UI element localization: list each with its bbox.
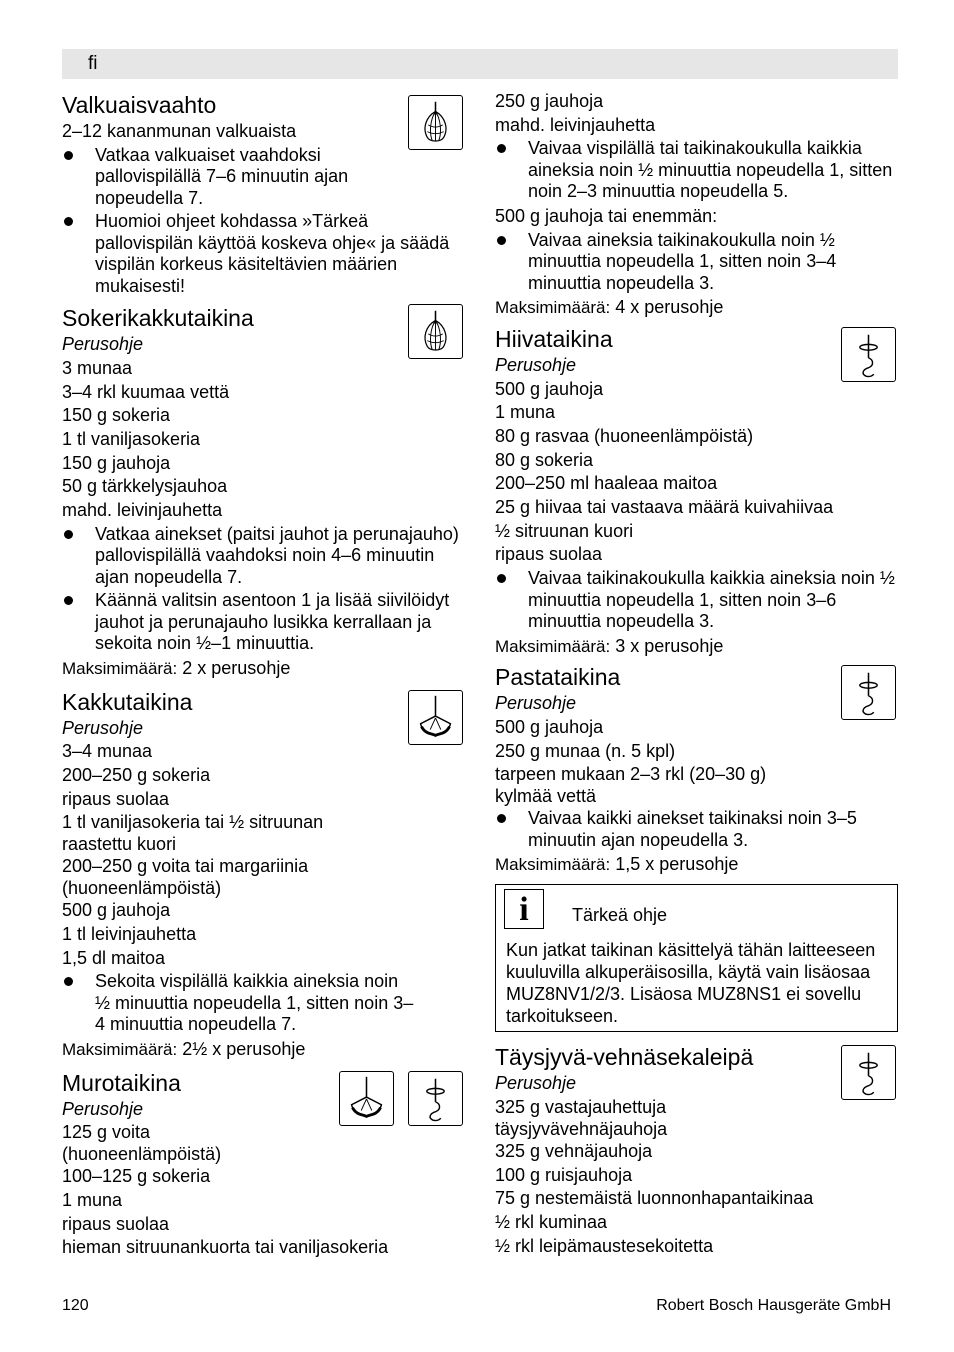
ingredient: 3–4 munaa xyxy=(62,741,153,762)
recipe-murotaikina xyxy=(62,1068,464,1261)
ingredient: 1,5 dl maitoa xyxy=(62,947,166,968)
ingredient: mahd. leivinjauhetta xyxy=(495,114,656,135)
ingredient: 200–250 g voita tai margariinia (huoneenlämpöistä) xyxy=(62,856,309,899)
right-column xyxy=(495,90,898,1258)
ingredient: 1 tl vaniljasokeria xyxy=(62,429,201,450)
ingredient: 250 g jauhoja xyxy=(495,91,604,111)
note-title: Tärkeä ohje xyxy=(572,905,668,926)
max-amount: Maksimimäärä: 4 x perusohje xyxy=(495,297,724,318)
recipe-kakkutaikina xyxy=(62,687,464,1062)
ingredient: 3 munaa xyxy=(62,357,133,378)
recipe-subtitle: Perusohje xyxy=(62,334,144,355)
ingredient: ripaus suolaa xyxy=(62,788,170,809)
left-column xyxy=(62,90,464,1260)
ingredient: ½ rkl kuminaa xyxy=(495,1211,608,1232)
kneading-hook-icon xyxy=(841,665,896,720)
recipe-title: Hiivataikina xyxy=(495,325,613,352)
recipe-hiivataikina xyxy=(495,324,898,659)
page-number: 120 xyxy=(62,1297,89,1314)
max-amount: Maksimimäärä: 2 x perusohje xyxy=(62,657,291,678)
ingredient: 500 g jauhoja xyxy=(495,378,604,399)
step: Huomioi ohjeet kohdassa »Tärkeä pallovispilän käyttöä koskeva ohje« ja säädä vispilän korkeus käsiteltävien määrien mukaisesti! xyxy=(62,211,464,297)
ingredient: 100–125 g sokeria xyxy=(62,1166,211,1187)
ingredient: 500 g jauhoja xyxy=(495,717,604,738)
ingredient: 325 g vehnäjauhoja xyxy=(495,1140,653,1161)
recipe-subtitle: Perusohje xyxy=(62,717,144,738)
whisk-icon xyxy=(408,304,463,359)
kneading-hook-icon xyxy=(841,1045,896,1100)
step: Vaivaa kaikki ainekset taikinaksi noin 3–5 minuutin ajan nopeudella 3. xyxy=(495,808,898,851)
ingredient: 100 g ruisjauhoja xyxy=(495,1164,633,1185)
ingredient: 150 g sokeria xyxy=(62,405,171,426)
step: Sekoita vispilällä kaikkia aineksia noin ½ minuuttia nopeudella 1, sitten noin 3–4 minuuttia nopeudella 7. xyxy=(62,971,464,1036)
max-amount: Maksimimäärä: 2½ x perusohje xyxy=(62,1038,306,1059)
step: Vaivaa taikinakoukulla kaikkia aineksia noin ½ minuuttia nopeudella 1, sitten noin 3–6 minuuttia nopeudella 3. xyxy=(495,568,898,633)
language-bar xyxy=(62,49,898,79)
recipe-title: Pastataikina xyxy=(495,664,621,691)
ingredient: mahd. leivinjauhetta xyxy=(62,500,223,521)
ingredient: ripaus suolaa xyxy=(495,544,603,565)
max-amount: Maksimimäärä: 1,5 x perusohje xyxy=(495,854,739,875)
recipe-title: Sokerikakkutaikina xyxy=(62,305,254,332)
recipe-sokerikakkutaikina xyxy=(62,303,464,680)
ingredient: 50 g tärkkelysjauhoa xyxy=(62,476,228,497)
note-header xyxy=(506,891,887,939)
recipe-subtitle: Perusohje xyxy=(495,354,577,375)
ingredient: 25 g hiivaa tai vastaava määrä kuivahiivaa xyxy=(495,497,834,518)
stirring-beater-icon xyxy=(408,690,463,745)
ingredient: 200–250 ml haaleaa maitoa xyxy=(495,473,718,494)
whisk-icon xyxy=(408,95,463,150)
info-icon: i xyxy=(504,889,544,929)
step: Käännä valitsin asentoon 1 ja lisää siivilöidyt jauhot ja perunajauho lusikka kerrallaan ja sekoita noin ½–1 minuuttia. xyxy=(62,590,464,655)
recipe-title: Kakkutaikina xyxy=(62,688,193,715)
ingredient: 80 g sokeria xyxy=(495,449,594,470)
kneading-hook-icon xyxy=(408,1071,463,1126)
footer-company: Robert Bosch Hausgeräte GmbH xyxy=(656,1297,891,1314)
step: Vatkaa valkuaiset vaahdoksi pallovispilällä 7–6 minuutin ajan nopeudella 7. xyxy=(62,145,464,210)
stirring-beater-icon xyxy=(339,1071,394,1126)
step: Vaivaa vispilällä tai taikinakoukulla kaikkia aineksia noin ½ minuuttia nopeudella 1, sitten noin 2–3 minuuttia nopeudella 5. xyxy=(495,138,898,203)
ingredient: 325 g vastajauhettuja täysjyvävehnäjauhoja xyxy=(495,1096,668,1139)
recipe-subtitle: Perusohje xyxy=(495,1073,577,1094)
ingredient: 80 g rasvaa (huoneenlämpöistä) xyxy=(495,425,754,446)
ingredient: 150 g jauhoja xyxy=(62,452,171,473)
recipe-subtitle: Perusohje xyxy=(495,693,577,714)
ingredient: 1 muna xyxy=(495,402,556,423)
note-text: Kun jatkat taikinan käsittelyä tähän laitteeseen kuuluvilla alkuperäisosilla, käytä vain lisäosaa MUZ8NV1/2/3. Lisäosa MUZ8NS1 ei sovellu tarkoitukseen. xyxy=(506,940,876,1027)
important-note xyxy=(495,884,898,1032)
ingredient: 2–12 kananmunan valkuaista xyxy=(62,121,297,141)
recipe-title: Valkuaisvaahto xyxy=(62,92,217,118)
language-code: fi xyxy=(88,53,98,74)
ingredient: 500 g jauhoja xyxy=(62,900,171,921)
ingredient: tarpeen mukaan 2–3 rkl (20–30 g) kylmää vettä xyxy=(495,764,767,807)
ingredient: ripaus suolaa xyxy=(62,1213,170,1234)
ingredient: ½ sitruunan kuori xyxy=(495,520,634,541)
ingredient: 250 g munaa (n. 5 kpl) xyxy=(495,740,676,761)
recipe-valkuaisvaahto xyxy=(62,90,464,297)
ingredient: 125 g voita (huoneenlämpöistä) xyxy=(62,1122,222,1165)
step: Vatkaa ainekset (paitsi jauhot ja perunajauho) pallovispilällä vaahdoksi noin 4–6 minuutin ajan nopeudella 7. xyxy=(62,524,464,589)
recipe-taysjyva-vehnasekaleipa xyxy=(495,1042,898,1258)
ingredient: 1 tl leivinjauhetta xyxy=(62,924,197,945)
step: Vaivaa aineksia taikinakoukulla noin ½ minuuttia nopeudella 1, sitten noin 3–4 minuuttia nopeudella 3. xyxy=(495,230,898,295)
kneading-hook-icon xyxy=(841,327,896,382)
recipe-title: Murotaikina xyxy=(62,1069,181,1096)
ingredient: 200–250 g sokeria xyxy=(62,764,211,785)
ingredient: 75 g nestemäistä luonnonhapantaikinaa xyxy=(495,1188,814,1209)
recipe-title: Täysjyvä-vehnäsekaleipä xyxy=(495,1044,754,1071)
recipe-subtitle: Perusohje xyxy=(62,1098,144,1119)
ingredient: 3–4 rkl kuumaa vettä xyxy=(62,381,230,402)
recipe-continuation xyxy=(495,90,898,320)
recipe-pastataikina xyxy=(495,662,898,877)
ingredient: 500 g jauhoja tai enemmän: xyxy=(495,205,718,226)
max-amount: Maksimimäärä: 3 x perusohje xyxy=(495,635,724,656)
ingredient: ½ rkl leipämaustesekoitetta xyxy=(495,1235,714,1256)
ingredient: 1 tl vaniljasokeria tai ½ sitruunan raastettu kuori xyxy=(62,812,324,855)
ingredient: hieman sitruunankuorta tai vaniljasokeria xyxy=(62,1237,389,1258)
ingredient: 1 muna xyxy=(62,1190,123,1211)
